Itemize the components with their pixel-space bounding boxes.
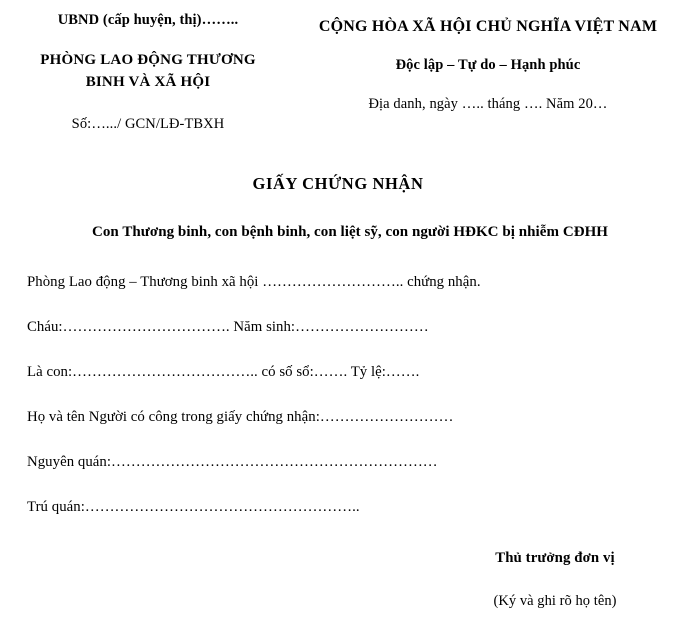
document-body bbox=[27, 272, 667, 542]
body-line: Nguyên quán:………………………………………………………… bbox=[27, 454, 438, 470]
signatory-role: Thủ trưởng đơn vị bbox=[495, 550, 615, 566]
page-title: GIẤY CHỨNG NHẬN bbox=[252, 174, 424, 193]
title-container bbox=[0, 174, 676, 194]
department-line-2: BINH VÀ XÃ HỘI bbox=[85, 74, 211, 90]
authority-line: UBND (cấp huyện, thị)…….. bbox=[57, 12, 239, 28]
body-line: Là con:……………………………….. có số sổ:……. Tỷ lệ:……. bbox=[27, 364, 420, 380]
page-subtitle: Con Thương binh, con bệnh binh, con liệt sỹ, con người HĐKC bị nhiễm CĐHH bbox=[91, 224, 609, 240]
department-name bbox=[14, 49, 282, 93]
document-header bbox=[0, 0, 700, 160]
header-right-block bbox=[286, 18, 690, 113]
country-name: CỘNG HÒA XÃ HỘI CHỦ NGHĨA VIỆT NAM bbox=[318, 18, 658, 35]
signature-instruction: (Ký và ghi rõ họ tên) bbox=[493, 593, 617, 609]
place-date-line: Địa danh, ngày ….. tháng …. Năm 20… bbox=[368, 96, 608, 112]
document-number: Số:….../ GCN/LĐ-TBXH bbox=[71, 116, 225, 132]
department-line-1: PHÒNG LAO ĐỘNG THƯƠNG bbox=[40, 52, 256, 68]
national-motto: Độc lập – Tự do – Hạnh phúc bbox=[395, 57, 581, 73]
body-line: Phòng Lao động – Thương binh xã hội ……………………….. chứng nhận. bbox=[27, 274, 481, 290]
body-line: Cháu:……………………………. Năm sinh:……………………… bbox=[27, 319, 429, 335]
body-line: Họ và tên Người có công trong giấy chứng nhận:……………………… bbox=[27, 409, 454, 425]
body-line: Trú quán:……………………………………………….. bbox=[27, 499, 360, 515]
header-left-block bbox=[14, 12, 282, 133]
subtitle-container bbox=[0, 224, 700, 241]
signature-block bbox=[430, 550, 680, 610]
